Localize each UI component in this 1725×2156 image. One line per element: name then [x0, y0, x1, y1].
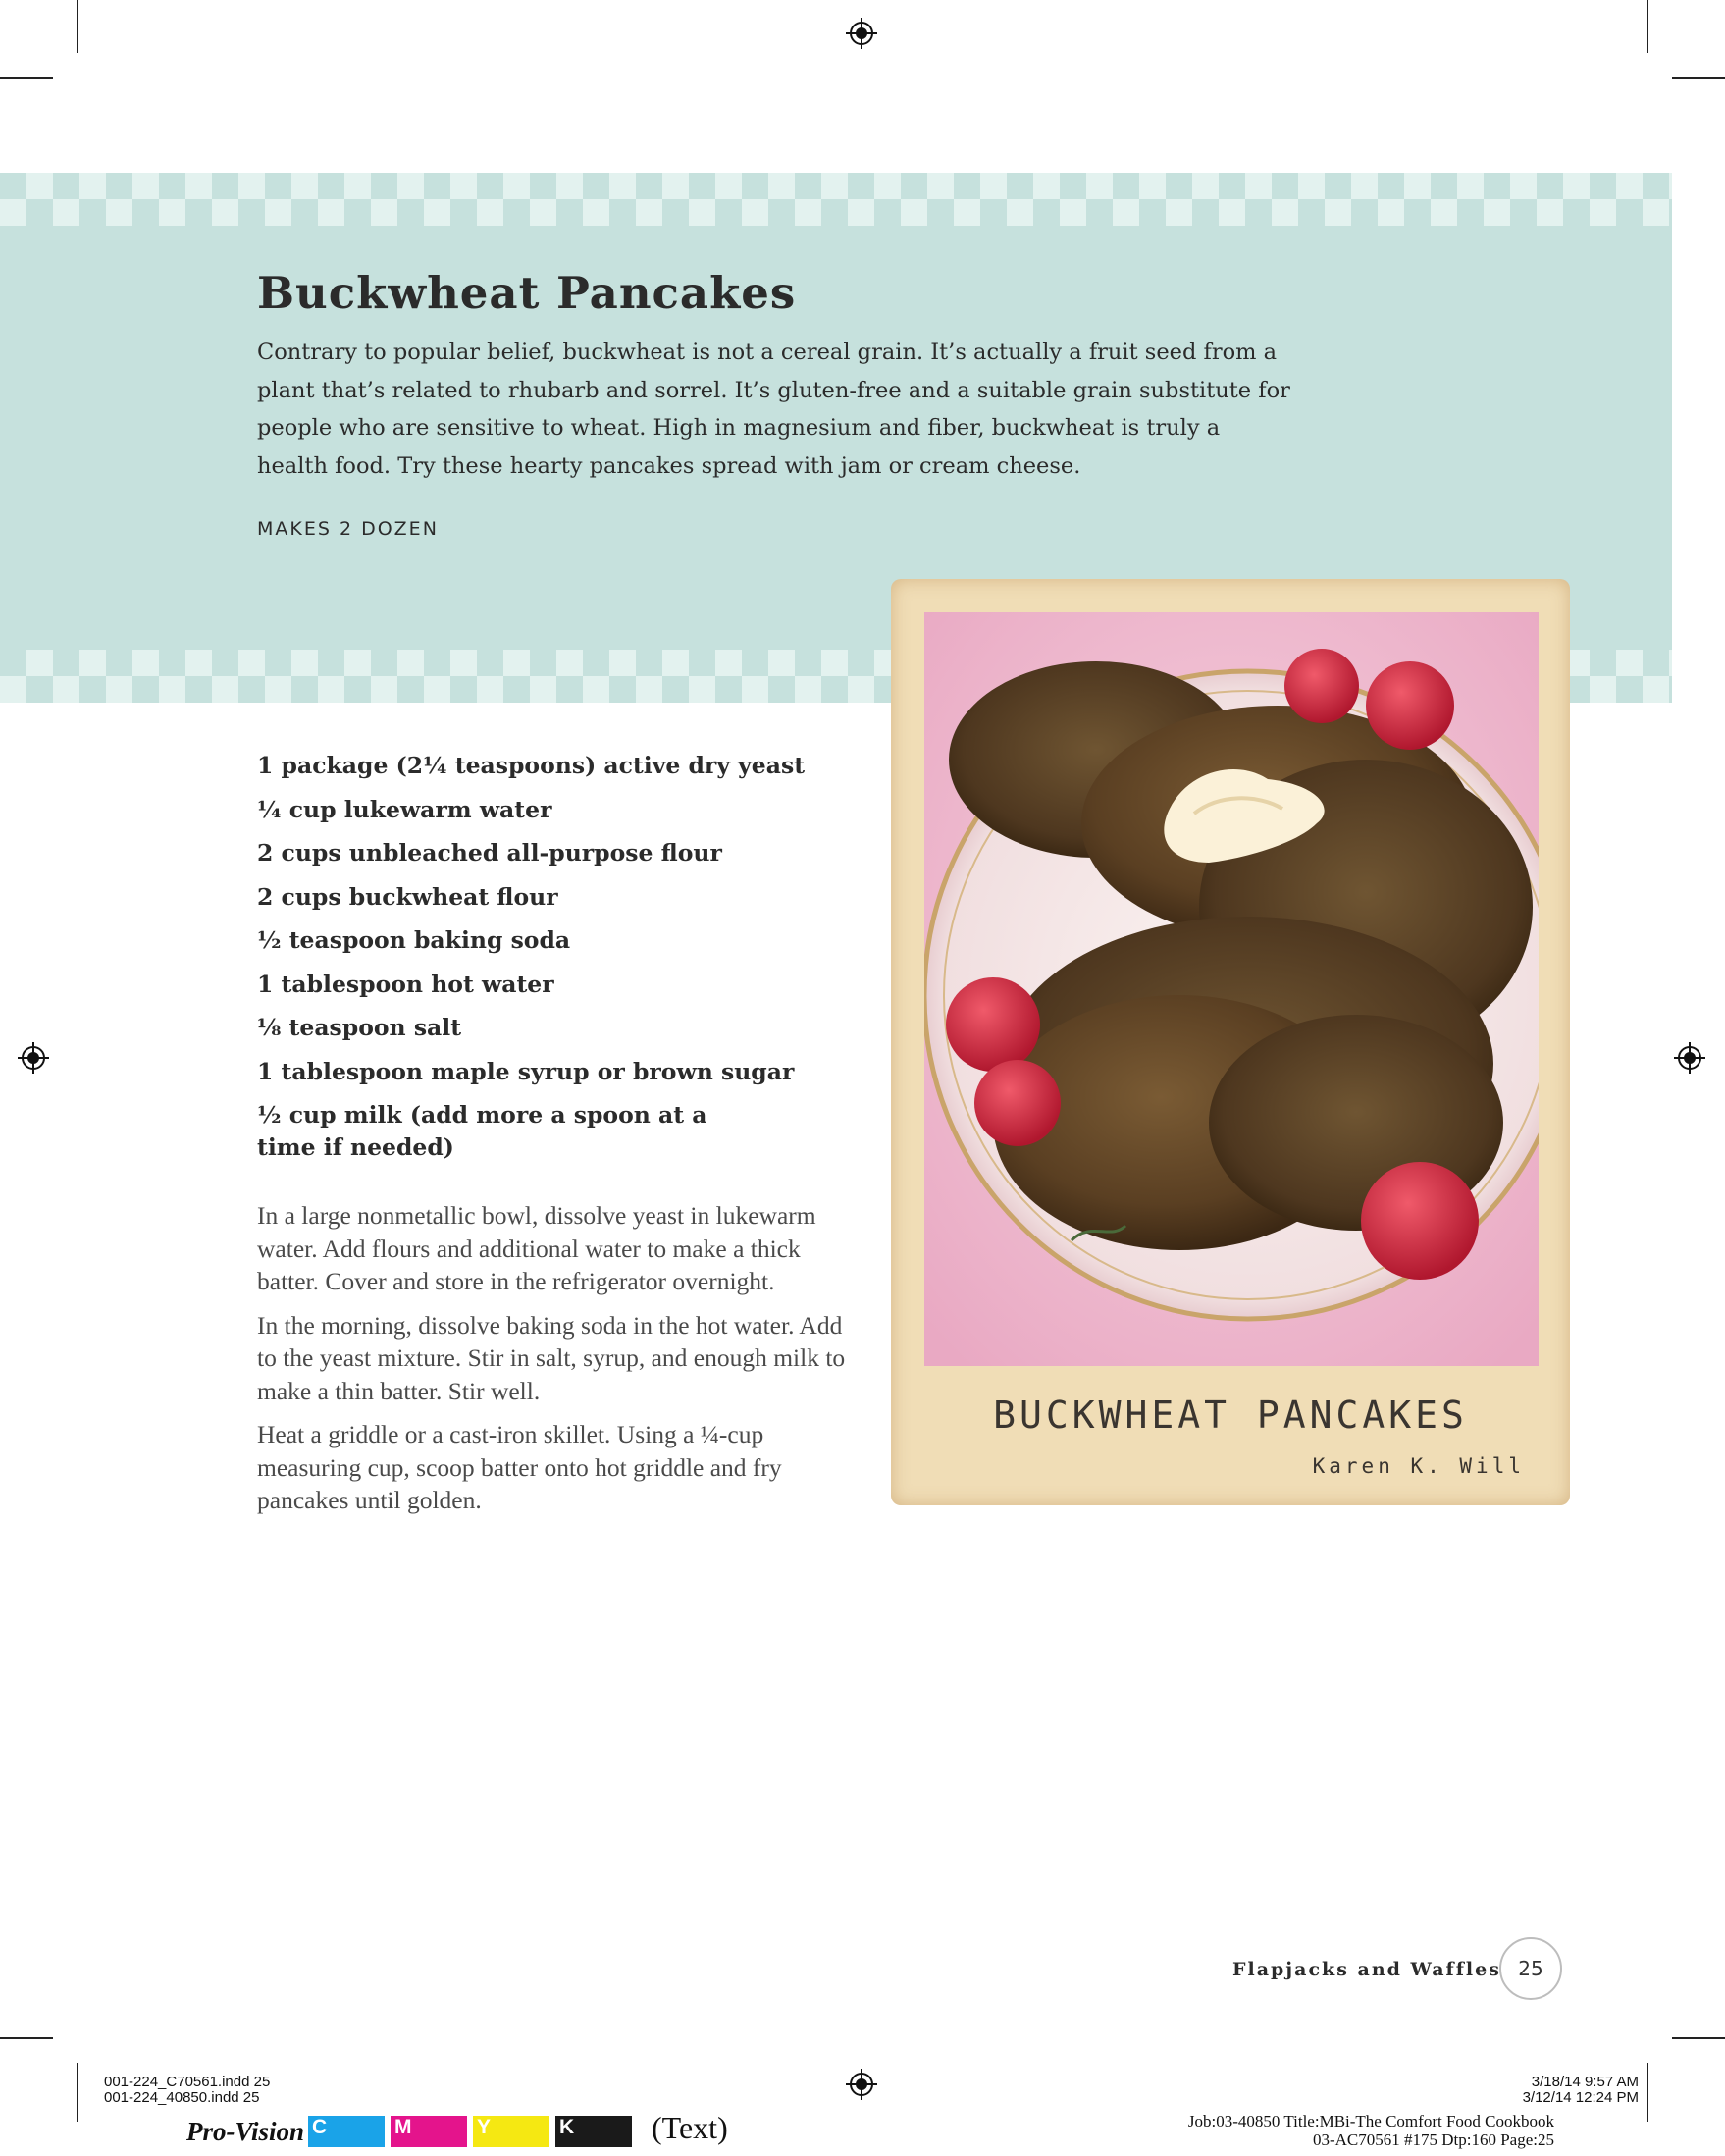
- ingredient-list: [257, 750, 846, 1176]
- ingredient-item: 1 tablespoon maple syrup or brown sugar: [257, 1057, 795, 1085]
- ingredient-item: 1 tablespoon hot water: [257, 970, 554, 998]
- running-footer-section: Flapjacks and Waffles: [1232, 1959, 1501, 1980]
- slug-job-line: 03-AC70561 #175 Dtp:160 Page:25: [1312, 2130, 1554, 2149]
- crop-mark: [77, 0, 78, 53]
- registration-mark-icon: [846, 2069, 877, 2100]
- crop-mark: [1647, 2063, 1648, 2122]
- crop-mark: [1647, 0, 1648, 53]
- registration-mark-icon: [1674, 1042, 1705, 1074]
- method-step: In the morning, dissolve baking soda in the hot water. Add to the yeast mixture. Stir in salt, syrup, and enough milk to make a thin batter. Stir well.: [257, 1310, 846, 1405]
- pancake-photo: [924, 612, 1539, 1366]
- recipe-yield: MAKES 2 DOZEN: [257, 518, 439, 540]
- slug-job-line: Job:03-40850 Title:MBi-The Comfort Food Cookbook: [1187, 2112, 1554, 2130]
- method-step: Heat a griddle or a cast-iron skillet. Using a ¼-cup measuring cup, scoop batter onto hot griddle and fry pancakes until golden.: [257, 1420, 782, 1514]
- ingredient-item: ¼ cup lukewarm water: [257, 795, 552, 823]
- registration-mark-icon: [18, 1042, 49, 1074]
- crop-mark: [1672, 2037, 1725, 2039]
- card-caption-title: BUCKWHEAT PANCAKES: [993, 1394, 1468, 1437]
- card-caption-author: Karen K. Will: [1312, 1454, 1525, 1478]
- photo-card: [891, 579, 1570, 1505]
- color-swatch-yellow: Y: [473, 2116, 549, 2147]
- crop-mark: [0, 77, 53, 79]
- vendor-logo: Pro-Vision: [186, 2117, 305, 2146]
- ingredient-item: 1 package (2¼ teaspoons) active dry yeast: [257, 752, 806, 779]
- slug-file-line: 001-224_40850.indd 25: [104, 2089, 260, 2106]
- crop-mark: [0, 2037, 53, 2039]
- registration-mark-icon: [846, 18, 877, 49]
- recipe-intro: Contrary to popular belief, buckwheat is not a cereal grain. It’s actually a fruit seed from a plant that’s related to rhubarb and sorrel. It’s gluten-free and a suitable grain substitute for people who are sensitive to wheat. High in magnesium and fiber, buckwheat is truly a health food. Try these hearty pancakes spread with jam or cream cheese.: [257, 340, 1290, 479]
- color-swatch-magenta: M: [391, 2116, 467, 2147]
- crop-mark: [77, 2063, 78, 2122]
- page-number: 25: [1499, 1937, 1562, 2000]
- plate-label: (Text): [652, 2110, 728, 2145]
- slug-file-info: [104, 2075, 270, 2106]
- method-steps: [257, 1199, 846, 1528]
- ingredient-item: ⅛ teaspoon salt: [257, 1014, 462, 1041]
- slug-date-line: 3/18/14 9:57 AM: [1531, 2074, 1639, 2090]
- ingredient-item: ½ teaspoon baking soda: [257, 926, 571, 954]
- slug-file-line: 001-224_C70561.indd 25: [104, 2074, 271, 2090]
- color-swatch-cyan: C: [308, 2116, 385, 2147]
- crop-mark: [1672, 77, 1725, 79]
- ingredient-item: ½ cup milk (add more a spoon at a time if needed): [257, 1101, 707, 1161]
- slug-job-info: [1188, 2112, 1554, 2149]
- slug-date-info: [1523, 2075, 1639, 2106]
- color-swatch-black: K: [555, 2116, 632, 2147]
- slug-date-line: 3/12/14 12:24 PM: [1522, 2089, 1639, 2106]
- recipe-title: Buckwheat Pancakes: [257, 267, 797, 319]
- ingredient-item: 2 cups unbleached all-purpose flour: [257, 839, 722, 867]
- method-step: In a large nonmetallic bowl, dissolve yeast in lukewarm water. Add flours and additional water to make a thick batter. Cover and store in the refrigerator overnight.: [257, 1201, 816, 1295]
- ingredient-item: 2 cups buckwheat flour: [257, 882, 558, 911]
- checker-border-top: [0, 173, 1672, 226]
